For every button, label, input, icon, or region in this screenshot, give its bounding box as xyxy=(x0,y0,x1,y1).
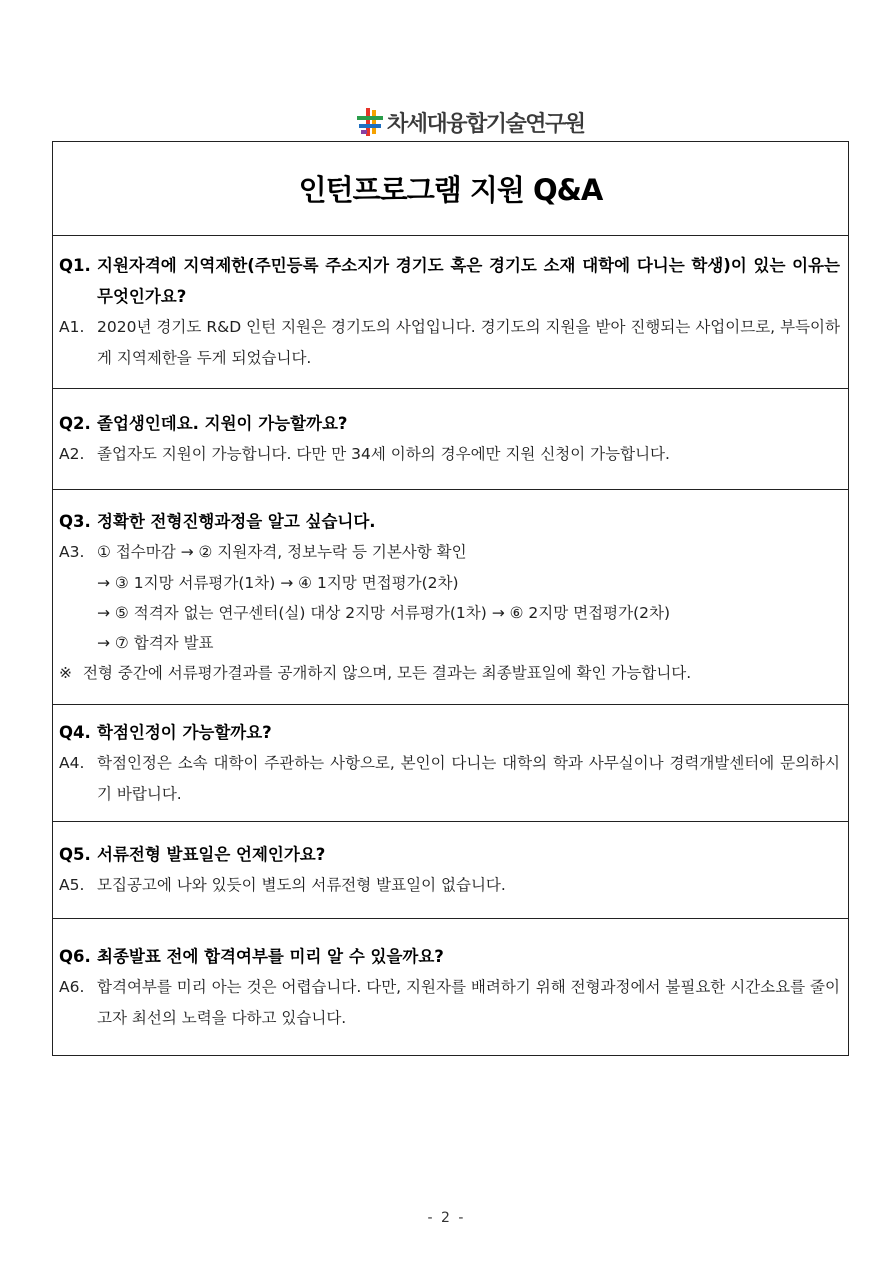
question-text: 서류전형 발표일은 언제인가요? xyxy=(97,845,326,864)
question-4 xyxy=(59,717,840,748)
question-text: 졸업생인데요. 지원이 가능할까요? xyxy=(97,414,348,433)
qa-item-2 xyxy=(53,389,848,490)
note-text: 전형 중간에 서류평가결과를 공개하지 않으며, 모든 결과는 최종발표일에 확인 가능합니다. xyxy=(83,663,692,682)
question-tag: Q1. xyxy=(59,256,91,275)
qa-item-3 xyxy=(53,490,848,705)
answer-3 xyxy=(59,537,840,568)
answer-4 xyxy=(59,748,840,810)
answer-2 xyxy=(59,439,840,470)
qa-item-4 xyxy=(53,705,848,822)
qa-item-1 xyxy=(53,236,848,389)
question-3 xyxy=(59,506,840,537)
question-tag: Q5. xyxy=(59,845,91,864)
question-tag: Q4. xyxy=(59,722,91,742)
institute-logo-mark-icon xyxy=(357,108,383,136)
qa-item-6 xyxy=(53,919,848,1055)
question-tag: Q2. xyxy=(59,414,91,433)
question-5 xyxy=(59,839,840,870)
answer-step-4: → ⑦ 합격자 발표 xyxy=(97,633,214,652)
question-text: 최종발표 전에 합격여부를 미리 알 수 있을까요? xyxy=(97,946,444,966)
answer-tag: A5. xyxy=(59,876,85,894)
answer-tag: A4. xyxy=(59,753,85,772)
institute-name: 차세대융합기술연구원 xyxy=(387,111,585,137)
question-tag: Q3. xyxy=(59,511,91,531)
question-text: 지원자격에 지역제한(주민등록 주소지가 경기도 혹은 경기도 소재 대학에 다니는 학생)이 있는 이유는 무엇인가요? xyxy=(97,256,840,306)
answer-1 xyxy=(59,312,840,374)
process-note xyxy=(59,658,840,689)
answer-tag: A1. xyxy=(59,318,85,336)
question-2 xyxy=(59,408,840,439)
answer-text: 2020년 경기도 R&D 인턴 지원은 경기도의 사업입니다. 경기도의 지원을 받아 진행되는 사업이므로, 부득이하게 지역제한을 두게 되었습니다. xyxy=(97,318,840,367)
qa-table xyxy=(52,141,849,1056)
question-text: 정확한 전형진행과정을 알고 싶습니다. xyxy=(97,511,376,531)
answer-step-2: → ③ 1지망 서류평가(1차) → ④ 1지망 면접평가(2차) xyxy=(97,573,459,592)
question-6 xyxy=(59,941,840,972)
answer-text: 모집공고에 나와 있듯이 별도의 서류전형 발표일이 없습니다. xyxy=(97,876,506,894)
question-tag: Q6. xyxy=(59,946,91,966)
answer-tag: A3. xyxy=(59,542,85,561)
answer-step-1: ① 접수마감 → ② 지원자격, 정보누락 등 기본사항 확인 xyxy=(97,542,467,561)
title-row xyxy=(53,142,848,236)
answer-5 xyxy=(59,870,840,901)
note-mark: ※ xyxy=(59,663,72,682)
answer-text: 합격여부를 미리 아는 것은 어렵습니다. 다만, 지원자를 배려하기 위해 전형과정에서 불필요한 시간소요를 줄이고자 최선의 노력을 다하고 있습니다. xyxy=(97,977,840,1027)
document-title: 인턴프로그램 지원 Q&A xyxy=(298,173,603,207)
answer-6 xyxy=(59,972,840,1034)
answer-tag: A2. xyxy=(59,445,85,463)
question-1 xyxy=(59,250,840,312)
question-text: 학점인정이 가능할까요? xyxy=(97,722,272,742)
answer-tag: A6. xyxy=(59,977,85,996)
answer-text: 학점인정은 소속 대학이 주관하는 사항으로, 본인이 다니는 대학의 학과 사무실이나 경력개발센터에 문의하시기 바랍니다. xyxy=(97,753,840,803)
answer-text: 졸업자도 지원이 가능합니다. 다만 만 34세 이하의 경우에만 지원 신청이 가능합니다. xyxy=(97,445,670,463)
page-number: - 2 - xyxy=(427,1210,466,1226)
qa-item-5 xyxy=(53,822,848,919)
answer-step-3: → ⑤ 적격자 없는 연구센터(실) 대상 2지망 서류평가(1차) → ⑥ 2지망 면접평가(2차) xyxy=(97,603,670,622)
institute-logo xyxy=(357,105,585,139)
